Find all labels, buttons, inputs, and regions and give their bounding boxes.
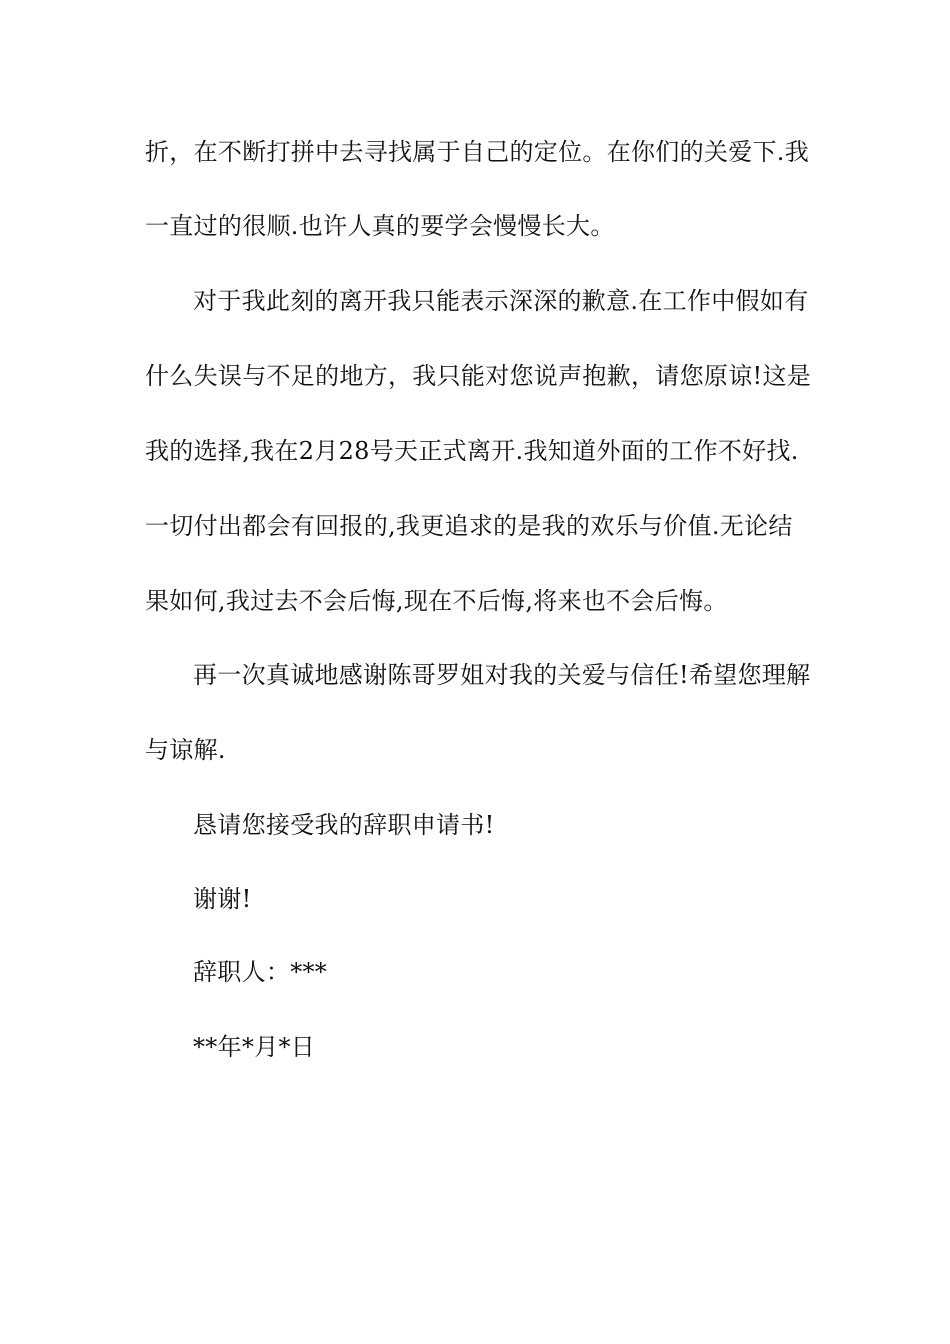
paragraph-line: 折，在不断打拼中去寻找属于自己的定位。在你们的关爱下.我	[145, 138, 810, 166]
paragraph-line: 一切付出都会有回报的,我更追求的是我的欢乐与价值.无论结	[145, 512, 793, 540]
signature-date: **年*月*日	[193, 1033, 316, 1061]
paragraph-line: 与谅解.	[145, 736, 226, 764]
paragraph-line: 什么失误与不足的地方，我只能对您说声抱歉，请您原谅!这是	[145, 362, 812, 390]
paragraph-line: 对于我此刻的离开我只能表示深深的歉意.在工作中假如有	[193, 287, 809, 315]
closing-thanks: 谢谢!	[193, 885, 252, 913]
paragraph-line: 再一次真诚地感谢陈哥罗姐对我的关爱与信任!希望您理解	[193, 661, 811, 689]
signature-name: 辞职人：***	[193, 958, 328, 986]
paragraph-line: 一直过的很顺.也许人真的要学会慢慢长大。	[145, 212, 615, 240]
paragraph-line: 果如何,我过去不会后悔,现在不后悔,将来也不会后悔。	[145, 587, 728, 615]
closing-request: 恳请您接受我的辞职申请书!	[193, 811, 495, 839]
paragraph-line: 我的选择,我在2月28号天正式离开.我知道外面的工作不好找.	[145, 437, 799, 465]
